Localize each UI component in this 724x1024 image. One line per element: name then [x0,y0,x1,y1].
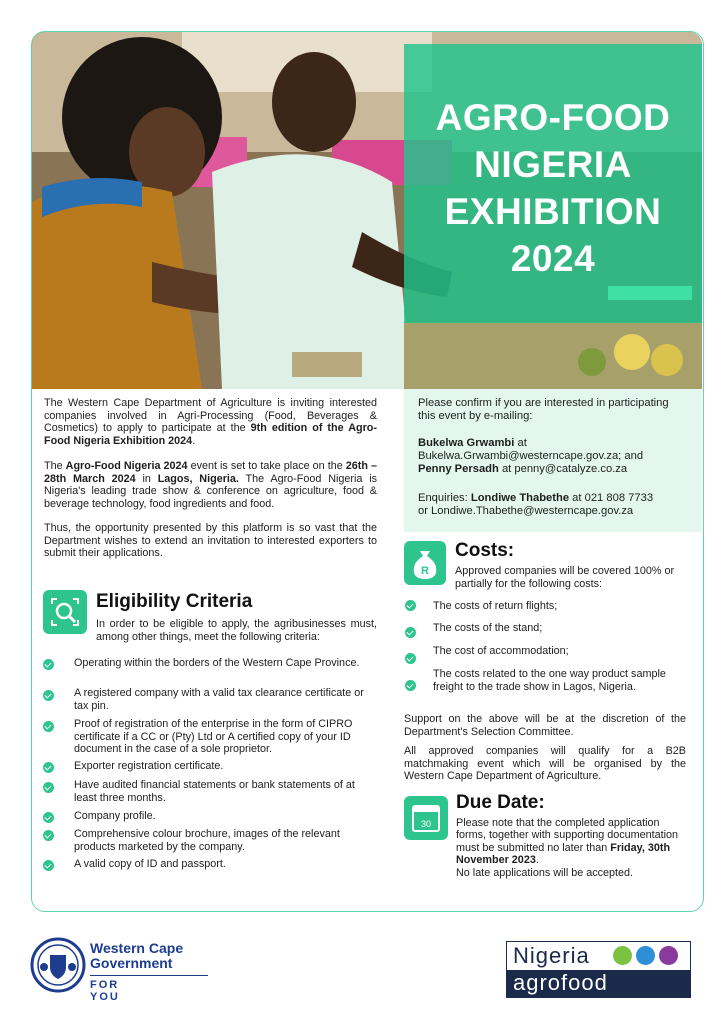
check-icon [43,860,54,871]
check-icon [43,762,54,773]
costs-intro: Approved companies will be covered 100% or partially for the following costs: [455,565,675,590]
contact-intro: Please confirm if you are interested in participating this event by e-mailing: [418,397,669,422]
intro-paragraph-3: Thus, the opportunity presented by this platform is so vast that the Department wishes to extend an invitation to interested exporters to submit their applications. [44,522,377,560]
check-icon [405,600,416,611]
wc-line-1: Western Cape [90,940,184,956]
nig-logo-top-text: Nigeria [513,943,590,968]
nig-logo-bottom-text: agrofood [513,970,608,995]
title-banner [404,44,702,323]
eligibility-item: Proof of registration of the enterprise in the form of CIPRO certificate if a CC or (Pty) Ltd or A certified copy of your ID document in the case of a sole proprietor. [74,718,353,756]
wc-line-3: FOR YOU [90,979,120,1003]
check-icon [405,627,416,638]
costs-note-2: All approved companies will qualify for a B2B matchmaking event which will be organised by the Western Cape Department of Agriculture. [404,745,686,783]
eligibility-item: Have audited financial statements or bank statements of at least three months. [74,779,355,804]
check-icon [405,680,416,691]
check-icon [405,653,416,664]
due-date-heading: Due Date: [456,792,545,813]
eligibility-item: Operating within the borders of the Western Cape Province. [74,657,360,669]
svg-text:30: 30 [420,819,432,829]
svg-text:R: R [421,565,429,577]
intro-paragraph-2: The Agro-Food Nigeria 2024 event is set to take place on the 26th – 28th March 2024 in Lagos, Nigeria. The Agro-Food Nigeria is Nigeria's leading trade show & conference on agriculture, food & beverage technology, food ingredients and food. [44,460,378,510]
cost-item: The costs of return flights; [433,600,558,612]
cost-item: The cost of accommodation; [433,645,569,657]
eligibility-item: Company profile. [74,810,156,822]
eligibility-search-icon [43,590,87,634]
check-icon [43,812,54,823]
cost-item: The costs of the stand; [433,622,543,634]
eligibility-item: Exporter registration certificate. [74,760,224,772]
eligibility-item: A valid copy of ID and passport. [74,858,226,870]
check-icon [43,830,54,841]
check-icon [43,721,54,732]
eligibility-item: A registered company with a valid tax clearance certificate or tax pin. [74,687,364,712]
leaf-icon [613,946,632,965]
due-date-text: Please note that the completed application forms, together with supporting documentation must be submitted no later than Friday, 30th November 2023. No late applications will be accepted. [456,817,679,879]
check-icon [43,690,54,701]
costs-heading: Costs: [455,540,515,561]
wc-line-2: Government [90,955,173,971]
intro-paragraph-1: The Western Cape Department of Agriculture is inviting interested companies involved in Agri-Processing (Food, Beverages & Cosmetics) to apply to participate at the 9th edition of the Agro-Food Nigeria Exhibition 2024. [44,397,377,447]
money-bag-icon [404,541,446,585]
eligibility-heading: Eligibility Criteria [96,591,253,612]
cup-icon [659,946,678,965]
eligibility-intro: In order to be eligible to apply, the agribusinesses must, among other things, meet the following criteria: [96,618,377,643]
cost-item: The costs related to the one way product sample freight to the trade show in Lagos, Nigeria. [433,668,666,693]
coat-of-arms-icon [30,937,86,993]
costs-note-1: Support on the above will be at the discretion of the Department's Selection Committee. [404,713,686,738]
check-icon [43,659,54,670]
eligibility-item: Comprehensive colour brochure, images of the relevant products marketed by the company. [74,828,340,853]
title-accent-bar [608,286,692,300]
gear-icon [636,946,655,965]
nigeria-agrofood-logo [506,941,691,998]
contact-enquiries: Enquiries: Londiwe Thabethe at 021 808 7733 or Londiwe.Thabethe@westerncape.gov.za [418,492,654,517]
contact-person-1: Bukelwa Grwambi at Bukelwa.Grwambi@westerncape.gov.za; and Penny Persadh at penny@catalyze.co.za [418,437,644,475]
page-title: AGRO-FOOD NIGERIA EXHIBITION 2024 [435,97,671,279]
check-icon [43,782,54,793]
calendar-icon [404,796,448,840]
